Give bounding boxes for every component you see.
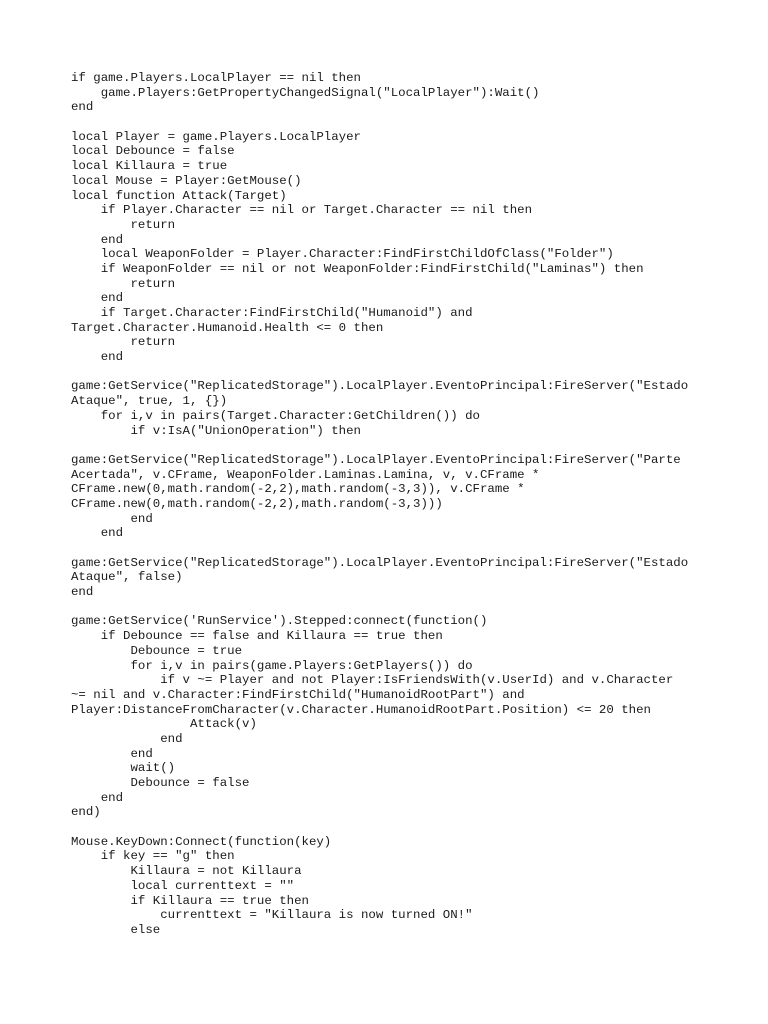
code-line: end [71, 746, 153, 761]
code-line: end [71, 100, 94, 115]
code-line: for i,v in pairs(Target.Character:GetChildren()) do [71, 408, 480, 423]
code-line: end [71, 731, 183, 746]
code-line: if v:IsA("UnionOperation") then [71, 423, 361, 438]
code-line: CFrame.new(0,math.random(-2,2),math.random(-3,3))) [71, 496, 443, 511]
code-line: CFrame.new(0,math.random(-2,2),math.random(-3,3)), v.CFrame * [71, 482, 525, 497]
code-line: ~= nil and v.Character:FindFirstChild("HumanoidRootPart") and [71, 687, 525, 702]
code-line: Debounce = true [71, 643, 243, 658]
code-line: end) [71, 805, 101, 820]
code-line: Player:DistanceFromCharacter(v.Character.HumanoidRootPart.Position) <= 20 then [71, 702, 651, 717]
code-block [71, 71, 751, 938]
code-line: Ataque", true, 1, {}) [71, 394, 228, 409]
code-line: if game.Players.LocalPlayer == nil then [71, 71, 361, 85]
code-line: else [71, 922, 161, 937]
code-line: end [71, 790, 124, 805]
code-line: end [71, 511, 153, 526]
code-line [71, 541, 751, 556]
code-line: end [71, 585, 94, 600]
code-line: currenttext = "Killaura is now turned ON!" [71, 908, 473, 923]
code-line: end [71, 526, 124, 541]
code-line: end [71, 291, 124, 306]
code-line: Acertada", v.CFrame, WeaponFolder.Laminas.Lamina, v, v.CFrame * [71, 467, 540, 482]
code-line: Ataque", false) [71, 570, 183, 585]
code-line: Mouse.KeyDown:Connect(function(key) [71, 834, 332, 849]
code-line: return [71, 276, 176, 291]
code-line [71, 115, 751, 130]
code-line: local Debounce = false [71, 144, 235, 159]
code-line: if key == "g" then [71, 849, 235, 864]
code-line: game:GetService('RunService').Stepped:connect(function() [71, 614, 488, 629]
code-line: if Target.Character:FindFirstChild("Humanoid") and [71, 306, 473, 320]
code-line: Attack(v) [71, 717, 257, 732]
code-line: local function Attack(Target) [71, 188, 287, 203]
code-line: Killaura = not Killaura [71, 864, 302, 879]
code-line: Target.Character.Humanoid.Health <= 0 then [71, 320, 384, 335]
code-line: if WeaponFolder == nil or not WeaponFolder:FindFirstChild("Laminas") then [71, 261, 644, 276]
code-line: game:GetService("ReplicatedStorage").LocalPlayer.EventoPrincipal:FireServer("Estado [71, 555, 689, 570]
code-line: local Mouse = Player:GetMouse() [71, 173, 302, 188]
code-line: Debounce = false [71, 776, 250, 790]
code-line: wait() [71, 761, 176, 776]
code-line [71, 365, 751, 380]
code-line: if Player.Character == nil or Target.Character == nil then [71, 203, 533, 218]
code-line: if Debounce == false and Killaura == true then [71, 629, 443, 644]
code-line: if v ~= Player and not Player:IsFriendsWith(v.UserId) and v.Character [71, 673, 674, 688]
code-line: end [71, 232, 124, 247]
code-line: local WeaponFolder = Player.Character:FindFirstChildOfClass("Folder") [71, 247, 614, 262]
code-line: local Killaura = true [71, 159, 228, 174]
code-line: game:GetService("ReplicatedStorage").LocalPlayer.EventoPrincipal:FireServer("Estado [71, 379, 689, 394]
code-line: for i,v in pairs(game.Players:GetPlayers()) do [71, 658, 473, 673]
code-line: game.Players:GetPropertyChangedSignal("LocalPlayer"):Wait() [71, 85, 540, 100]
code-line: game:GetService("ReplicatedStorage").LocalPlayer.EventoPrincipal:FireServer("Parte [71, 452, 681, 467]
code-line [71, 820, 751, 835]
code-line [71, 438, 751, 453]
code-line: local Player = game.Players.LocalPlayer [71, 129, 361, 144]
code-line [71, 600, 751, 615]
code-line: end [71, 350, 124, 365]
code-line: if Killaura == true then [71, 893, 309, 908]
code-line: return [71, 335, 176, 350]
code-line: return [71, 217, 176, 232]
code-line: local currenttext = "" [71, 878, 295, 893]
